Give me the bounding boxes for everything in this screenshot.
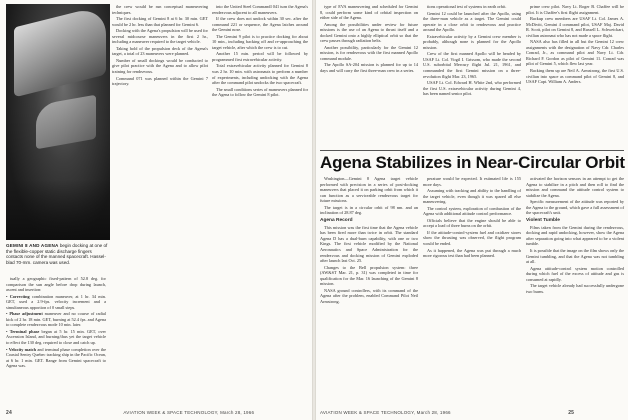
headline-rule <box>320 150 624 151</box>
paragraph: NASA also has filled in all but the Gemini 12 crew assignments with the designation of Navy Cdr. Charles Conrad, Jr., as command pilot and Navy Lt. Cdr. Richard F. Gordon as pilot of Gemini 11. Conrad was pilot of Gemini 5, which flew last year. <box>526 39 624 67</box>
paragraph: This mission was the first time that the Agena vehicle has been fired more than twice in orbit. The standard Agena D has a dual-burn capability, with one or two Kings. The first vehicle modified by the National Aeronautics and Space Administration for the rendezvous and docking mission of Gemini exploded after launch last Oct. 25. <box>320 224 418 264</box>
bullet-lead: Correcting <box>9 293 30 299</box>
paragraph: Backup crew members are USAF Lt. Col. James A. McDivitt, Gemini 4 command pilot, USAF Maj. David R. Scott, pilot on Gemini 8, and Russell L. Schweickart, civilian astronaut who has not made a space flight. <box>526 16 624 38</box>
bullet-paragraph: • Phase adjustment maneuver and no course of radial kick of 2 hr. 18 min. GET, burning at 52.4 fps. and Agena to complete rendezvous mode 10 min. later. <box>6 311 106 328</box>
bullet-paragraph: • Terminal phase began at 5 hr. 15 min. GET, over Ascension Island, and burning/thus yet the target vehicle to effect the 130 deg. required to close and catch up. <box>6 328 106 346</box>
article-headline: Agena Stabilizes in Near-Circular Orbit <box>320 153 625 172</box>
paragraph: Specific measurement of the attitude was reported by the Agena to the ground, which gave a full assessment of the spacecraft's unit. <box>526 199 624 216</box>
paragraph: The control system, exploration of combustion of the Agena with additional attitude control performance. <box>423 205 521 217</box>
paragraph: Backing them up are Neil A. Armstrong, the first U.S. civilian into space as command pilot of Gemini 8, and USAF Capt. William A. Anders. <box>526 68 624 85</box>
bullet-lead: Phase adjustment <box>9 311 43 317</box>
left-footer-title: AVIATION WEEK & SPACE TECHNOLOGY, March 28, 1966 <box>123 410 255 415</box>
bullet-lead: Terminal phase <box>9 328 40 334</box>
paragraph: Among the possibilities under review for future missions is the use of an Agena to thrust itself and a docked Gemini onto a highly elliptical orbit so that the crew passes through radiation belts. <box>320 21 418 44</box>
paragraph: tually a geographic fixed-pattern of 52.8 deg. for comparison the sun angle before drop during launch, ascent and insertion: <box>6 276 106 293</box>
bullet-paragraph: • Correcting combination maneuver, at 1 hr. 34 min. GET, used a 2.9-fps. velocity increment and a simultaneous apportion of 0 small steps. <box>6 293 106 310</box>
paragraph: Another possibility, particularly for the Gemini 12 mission, is for rendezvous with the first manned Apollo command module. <box>320 44 418 61</box>
bullet-paragraph: • Velocity match and terminal phase completion over the Coastal Sentry Quebec tracking ship in the Pacific Ocean, at 6 hr. 1 min. GET. Range from Gemini spacecraft to Agena was. <box>6 346 106 369</box>
gemini-agena-photo <box>6 4 110 240</box>
paragraph: Command 071 was planned within the Gemini 7 trajectory. <box>112 75 208 87</box>
right-page <box>316 0 628 420</box>
agena-vehicle-shape <box>14 5 106 98</box>
left-page-number: 24 <box>6 410 12 416</box>
paragraph: The Gemini 9 pilot is to practice docking for about 10 min., including backing off and re-approaching the target vehicle, after which the crew is to cut. <box>212 33 308 50</box>
right-column-3 <box>526 4 624 86</box>
paragraph: Films taken from the Gemini during the rendezvous, docking and rapid undocking, however, show the Agena after separation going into what appeared to be a violent tumble. <box>526 224 624 247</box>
paragraph: USAF Lt. Col. Edward H. White 2nd, who performed the first U.S. extravehicular activity during Gemini 4, has been named senior pilot. <box>423 80 521 97</box>
paragraph: perature would be expected. It estimated life is 155 more days. <box>423 176 521 187</box>
paragraph: Extravehicular activity by a Gemini crew member is probably, although none is planned for the Apollo mission. <box>423 33 521 50</box>
article-column-3 <box>526 176 624 295</box>
left-column-3 <box>212 4 308 99</box>
paragraph: Total extravehicular activity planned for Gemini 8 was 2 hr. 10 min. with astronauts to perform a number of experiments, including undocking with the Agena after the command pilot undocks the two spacecraft. <box>212 63 308 86</box>
bullet-lead: Velocity match <box>8 346 37 352</box>
paragraph: Changes to the Bell propulsion system: three (AW&ST Mar. 21, p. 31) was completed in time for qualification for the Mar. 16 launching of the Gemini 8 mission. <box>320 264 418 287</box>
bullet-text: combination maneuver, at 1 hr. 34 min. GET, used a 2.9-fps. velocity increment and a simultaneous apportion of 0 small steps. <box>6 293 106 310</box>
subhead: Agena Record <box>320 217 353 223</box>
photo-shadow <box>6 180 110 240</box>
paragraph: Washington—Gemini 8 Agena target vehicle performed with precision in a series of post-docking maneuvers that placed it on parking orbit from which it can function as a serviceable rendezvous target for future missions. <box>320 176 418 204</box>
paragraph: Crew of the first manned Apollo will be headed by USAF Lt. Col. Virgil I. Grissom, who made the second U.S. suborbital Mercury flight Jul. 21, 1961, and commanded the first Gemini mission on a three-revolution flight Mar. 23, 1965. <box>423 51 521 79</box>
paragraph: Docking with the Agena's propulsion will be used for several midcourse maneuvers in the first 2 hr., including a maneuver required to the target vehicle. <box>112 28 208 45</box>
paragraph: Another 15 min. period will be followed by programmed first extravehicular activity. <box>212 51 308 62</box>
paragraph: The target is in a circular orbit of 98 nm. and an inclination of 28.87 deg. <box>320 204 418 216</box>
paragraph: NASA ground controllers, with its command of the Agena after the problem, enabled Command Pilot Neil Armstrong. <box>320 287 418 304</box>
paragraph: The Apollo SA-204 mission is planned for up to 14 days and will carry the first three-man crew in a series. <box>320 62 418 74</box>
article-column-2 <box>423 176 521 260</box>
paragraph: the crew would be run conceptual maneuvering techniques. <box>112 4 208 15</box>
paragraph: Taking hold of the propulsion deck of the Agena's target, a total of 23 maneuvers were planned. <box>112 45 208 57</box>
left-column-2 <box>112 4 208 88</box>
paragraph: type of EVA maneuvering and scheduled for Gemini 8, could perform some kind of orbital inspection on either side of the Agena. <box>320 4 418 21</box>
paragraph: prime crew pilot. Navy Lt. Roger B. Chaffee will be pilot. It is Chaffee's first flight assignment. <box>526 4 624 15</box>
photo-caption <box>6 243 110 265</box>
paragraph: If the crew does not undock within 30 sec. after the command 221 or sequence, the Agena latches around the Gemini nose. <box>212 16 308 33</box>
paragraph: It is possible that the image on the film shows only the Gemini tumbling, and that the Agena was not tumbling at all. <box>526 248 624 265</box>
paragraph: If the attitude-control-system fuel and oxidizer stores show the thrusting was observed, the flight program would be ended. <box>423 229 521 247</box>
bullet-text: and terminal phase completion over the Coastal Sentry Quebec tracking ship in the Pacific Ocean, at 6 hr. 1 min. GET. Range from Gemini spacecraft to Agena was. <box>6 346 106 369</box>
bullet-text: began at 5 hr. 15 min. GET, over Ascension Island, and burning/thus yet the target vehicle to effect the 130 deg. required to close and catch up. <box>6 328 106 346</box>
paragraph: The target vehicle already had successfully undergone two burns. <box>526 283 624 294</box>
paragraph: into the United Steel Commandl 041 turn the Agena's rendezvous adjacent to all maneuvers. <box>212 4 308 15</box>
paragraph: Gemini 12 could be launched after the Apollo, using the three-man vehicle as a target. The Gemini could operate in a close orbit to rendezvous and practice around the Apollo. <box>423 10 521 33</box>
caption-title: GEMINI 8 AND AGENA <box>6 243 59 248</box>
subhead: Violent Tumble <box>526 217 560 223</box>
article-column-1 <box>320 176 418 305</box>
paragraph: Officials believe that the engine should be able to accept a load of three burns on the orbit. <box>423 217 521 229</box>
paragraph: The small conditions series of maneuvers planned for the Agena to follow the Gemini 8 pilot. <box>212 86 308 98</box>
right-page-number: 25 <box>568 410 575 416</box>
right-column-1 <box>320 4 418 75</box>
paragraph: Number of small dockings would be conducted to give pilot practice with the Agena and to allow pilot training for rendezvous. <box>112 57 208 75</box>
right-column-2 <box>423 4 521 98</box>
paragraph: As it happened, the Agena was put through a much more rigorous test than had been planned. <box>423 247 521 259</box>
left-page <box>0 0 312 420</box>
paragraph: The first docking of Gemini 8 at 6 hr. 30 min. GET would be 2 hr. less than that planned for Gemini 6. <box>112 16 208 27</box>
right-footer <box>320 410 624 416</box>
gemini-nose-shape <box>36 95 96 150</box>
bullet-text: maneuver and no course of radial kick of 2 hr. 18 min. GET, burning at 52.4 fps. and Agena to complete rendezvous mode 10 min. later. <box>6 311 106 328</box>
left-footer <box>6 410 306 416</box>
right-footer-title: AVIATION WEEK & SPACE TECHNOLOGY, March 28, 1966 <box>320 410 451 415</box>
paragraph: tions operational test of systems in earth orbit. <box>427 4 507 9</box>
paragraph: Agena attitude-control system motion controlled during which fuel of the excess of attitude and gas is consumed at rapidly. <box>526 265 624 282</box>
paragraph: Assuming with tracking and ability to the handling of the target vehicle, even though it was spared all else maneuvering. <box>423 188 521 205</box>
paragraph: activated the horizon sensors in an attempt to get the Agena to stabilize in a pitch and then roll to find the mission and command the attitude control system to stabilize the Agena. <box>526 176 624 198</box>
caption-text: begin docking at one of the flexible-copper static discharge fingers contacts none of the manned spacecraft. Hassel-blad 70-mm. camera was used. <box>6 243 108 265</box>
left-column-1 <box>6 276 106 370</box>
